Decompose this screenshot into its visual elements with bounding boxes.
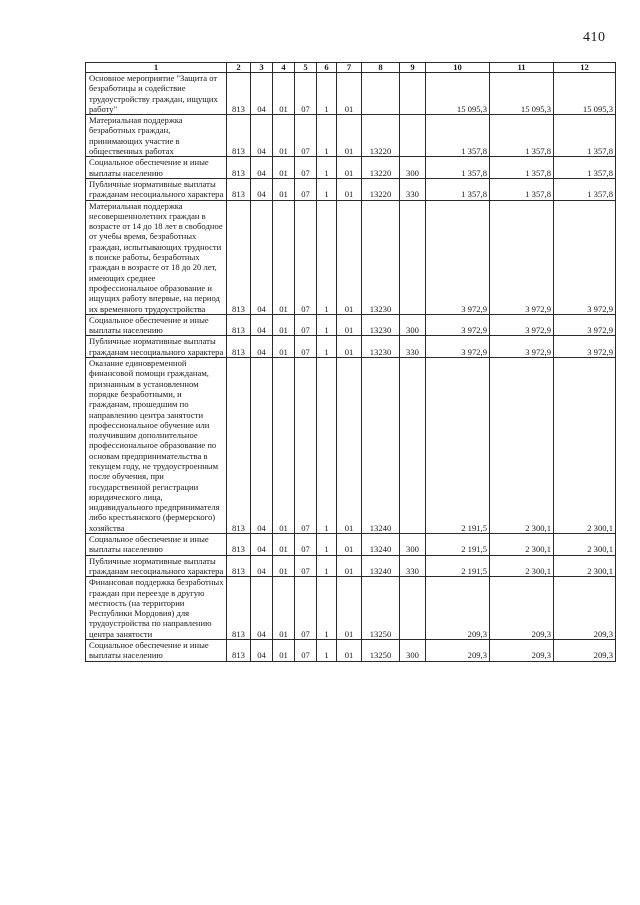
table-row	[86, 200, 616, 314]
row-cell: 07	[295, 115, 317, 157]
row-cell: 813	[227, 358, 251, 534]
row-name: Публичные нормативные выплаты гражданам несоциального характера	[86, 336, 227, 358]
table-row	[86, 178, 616, 200]
header-cell: 8	[362, 63, 400, 73]
row-cell: 13240	[362, 358, 400, 534]
row-cell: 300	[400, 534, 426, 556]
header-cell: 5	[295, 63, 317, 73]
row-cell: 04	[251, 115, 273, 157]
row-cell: 13220	[362, 178, 400, 200]
row-cell: 01	[337, 73, 362, 115]
row-cell: 04	[251, 555, 273, 577]
row-cell: 01	[337, 314, 362, 336]
row-cell	[400, 73, 426, 115]
row-cell: 1	[317, 178, 337, 200]
row-cell: 3 972,9	[490, 314, 554, 336]
budget-table	[85, 62, 616, 662]
row-cell	[400, 200, 426, 314]
row-cell: 2 300,1	[554, 358, 616, 534]
row-cell	[400, 577, 426, 640]
row-cell: 01	[273, 336, 295, 358]
row-cell: 813	[227, 157, 251, 179]
row-name: Финансовая поддержка безработных граждан при переезде в другую местность (на территории Республики Мордовия) для трудоустройства по направлению центра занятости	[86, 577, 227, 640]
row-cell: 01	[273, 358, 295, 534]
table-row	[86, 336, 616, 358]
row-cell: 13230	[362, 336, 400, 358]
page-number: 410	[583, 30, 606, 45]
row-cell: 2 300,1	[490, 358, 554, 534]
row-cell: 04	[251, 73, 273, 115]
row-cell: 04	[251, 200, 273, 314]
table-row	[86, 577, 616, 640]
row-cell: 07	[295, 336, 317, 358]
row-cell	[400, 115, 426, 157]
table-row	[86, 534, 616, 556]
row-cell: 209,3	[426, 640, 490, 662]
row-cell: 01	[337, 178, 362, 200]
row-cell: 813	[227, 640, 251, 662]
row-name: Социальное обеспечение и иные выплаты населению	[86, 157, 227, 179]
row-cell: 2 300,1	[490, 534, 554, 556]
row-cell: 330	[400, 555, 426, 577]
row-cell: 209,3	[490, 577, 554, 640]
row-cell: 07	[295, 157, 317, 179]
row-cell: 13250	[362, 577, 400, 640]
row-cell: 2 300,1	[554, 534, 616, 556]
header-cell: 6	[317, 63, 337, 73]
row-cell: 01	[273, 555, 295, 577]
row-cell: 300	[400, 157, 426, 179]
row-name: Публичные нормативные выплаты гражданам несоциального характера	[86, 178, 227, 200]
row-cell: 2 191,5	[426, 358, 490, 534]
row-cell: 13240	[362, 555, 400, 577]
row-name: Публичные нормативные выплаты гражданам несоциального характера	[86, 555, 227, 577]
row-cell: 07	[295, 200, 317, 314]
row-cell: 3 972,9	[490, 200, 554, 314]
row-cell: 209,3	[426, 577, 490, 640]
header-cell: 10	[426, 63, 490, 73]
table-row	[86, 555, 616, 577]
row-cell: 209,3	[554, 640, 616, 662]
row-name: Оказание единовременной финансовой помощи гражданам, признанным в установленном порядке безработными, и гражданам, прошедшим по направлению центра занятости профессиональное обучение или получившим дополнительное профессиональное образование по основам предпринимательства в текущем году, не трудоустроенным после обучения, при государственной регистрации юридического лица, индивидуального предпринимателя либо крестьянского (фермерского) хозяйства	[86, 358, 227, 534]
row-cell: 07	[295, 555, 317, 577]
row-cell: 01	[273, 200, 295, 314]
row-cell: 01	[273, 73, 295, 115]
row-cell: 01	[273, 640, 295, 662]
row-cell: 3 972,9	[554, 336, 616, 358]
header-cell: 12	[554, 63, 616, 73]
row-cell: 04	[251, 640, 273, 662]
row-cell: 15 095,3	[490, 73, 554, 115]
row-cell: 1	[317, 358, 337, 534]
row-cell: 13220	[362, 157, 400, 179]
row-cell: 813	[227, 555, 251, 577]
header-cell: 11	[490, 63, 554, 73]
row-cell: 3 972,9	[426, 336, 490, 358]
row-cell: 04	[251, 534, 273, 556]
row-cell: 1 357,8	[490, 115, 554, 157]
row-cell: 13240	[362, 534, 400, 556]
row-cell: 01	[337, 555, 362, 577]
table-row	[86, 314, 616, 336]
row-cell: 1	[317, 200, 337, 314]
row-cell: 01	[337, 534, 362, 556]
row-cell: 13230	[362, 200, 400, 314]
header-cell: 1	[86, 63, 227, 73]
row-cell: 3 972,9	[554, 200, 616, 314]
row-cell: 1 357,8	[426, 157, 490, 179]
row-cell: 300	[400, 314, 426, 336]
row-cell: 813	[227, 178, 251, 200]
header-cell: 7	[337, 63, 362, 73]
row-cell: 13230	[362, 314, 400, 336]
row-name: Социальное обеспечение и иные выплаты населению	[86, 534, 227, 556]
row-cell: 01	[337, 358, 362, 534]
row-cell: 1	[317, 640, 337, 662]
row-cell: 209,3	[490, 640, 554, 662]
row-cell: 2 300,1	[490, 555, 554, 577]
row-cell: 01	[273, 178, 295, 200]
row-cell: 1	[317, 555, 337, 577]
row-cell: 04	[251, 358, 273, 534]
row-cell: 813	[227, 200, 251, 314]
row-cell: 813	[227, 115, 251, 157]
row-name: Социальное обеспечение и иные выплаты населению	[86, 640, 227, 662]
row-cell: 330	[400, 336, 426, 358]
row-cell: 07	[295, 577, 317, 640]
header-row	[86, 63, 616, 73]
row-name: Материальная поддержка несовершеннолетних граждан в возрасте от 14 до 18 лет в свободное от учебы время, безработных граждан, испытывающих трудности в поиске работы, безработных граждан в возрасте от 18 до 20 лет, имеющих среднее профессиональное образование и ищущих работу впервые, на период их временного трудоустройства	[86, 200, 227, 314]
row-cell: 1	[317, 115, 337, 157]
table-row	[86, 157, 616, 179]
row-cell: 07	[295, 358, 317, 534]
row-name: Социальное обеспечение и иные выплаты населению	[86, 314, 227, 336]
row-cell: 2 191,5	[426, 555, 490, 577]
row-name: Основное мероприятие "Защита от безработицы и содействие трудоустройству граждан, ищущих работу"	[86, 73, 227, 115]
row-cell: 15 095,3	[426, 73, 490, 115]
row-cell: 1	[317, 73, 337, 115]
row-cell: 813	[227, 314, 251, 336]
row-cell: 3 972,9	[426, 314, 490, 336]
row-cell: 330	[400, 178, 426, 200]
row-cell: 01	[273, 115, 295, 157]
row-cell: 1 357,8	[554, 157, 616, 179]
row-cell: 13220	[362, 115, 400, 157]
row-cell: 07	[295, 178, 317, 200]
header-cell: 2	[227, 63, 251, 73]
row-cell: 1	[317, 534, 337, 556]
row-cell: 04	[251, 336, 273, 358]
header-cell: 9	[400, 63, 426, 73]
row-cell: 04	[251, 577, 273, 640]
row-cell: 01	[273, 314, 295, 336]
row-cell: 813	[227, 534, 251, 556]
table-row	[86, 115, 616, 157]
row-cell: 07	[295, 314, 317, 336]
row-cell: 07	[295, 73, 317, 115]
row-cell: 01	[337, 336, 362, 358]
row-cell: 813	[227, 73, 251, 115]
row-cell: 13250	[362, 640, 400, 662]
row-cell: 04	[251, 314, 273, 336]
row-cell: 1 357,8	[554, 178, 616, 200]
row-cell: 15 095,3	[554, 73, 616, 115]
row-cell: 1	[317, 336, 337, 358]
table-row	[86, 73, 616, 115]
row-cell: 1 357,8	[426, 178, 490, 200]
row-cell: 813	[227, 577, 251, 640]
row-cell: 01	[273, 534, 295, 556]
row-cell	[400, 358, 426, 534]
row-cell: 1 357,8	[426, 115, 490, 157]
row-cell: 209,3	[554, 577, 616, 640]
row-name: Материальная поддержка безработных граждан, принимающих участие в общественных работах	[86, 115, 227, 157]
row-cell: 01	[273, 157, 295, 179]
row-cell: 3 972,9	[554, 314, 616, 336]
row-cell: 01	[337, 157, 362, 179]
header-cell: 4	[273, 63, 295, 73]
row-cell: 01	[273, 577, 295, 640]
row-cell: 813	[227, 336, 251, 358]
row-cell: 300	[400, 640, 426, 662]
row-cell: 01	[337, 200, 362, 314]
row-cell: 1 357,8	[490, 178, 554, 200]
row-cell: 1	[317, 157, 337, 179]
row-cell: 1	[317, 314, 337, 336]
row-cell: 1 357,8	[554, 115, 616, 157]
row-cell: 1	[317, 577, 337, 640]
row-cell: 2 300,1	[554, 555, 616, 577]
row-cell: 07	[295, 534, 317, 556]
row-cell: 04	[251, 157, 273, 179]
row-cell: 2 191,5	[426, 534, 490, 556]
row-cell	[362, 73, 400, 115]
row-cell: 07	[295, 640, 317, 662]
row-cell: 01	[337, 577, 362, 640]
table-row	[86, 358, 616, 534]
row-cell: 01	[337, 115, 362, 157]
header-cell: 3	[251, 63, 273, 73]
row-cell: 3 972,9	[426, 200, 490, 314]
row-cell: 3 972,9	[490, 336, 554, 358]
row-cell: 01	[337, 640, 362, 662]
row-cell: 1 357,8	[490, 157, 554, 179]
row-cell: 04	[251, 178, 273, 200]
table-row	[86, 640, 616, 662]
